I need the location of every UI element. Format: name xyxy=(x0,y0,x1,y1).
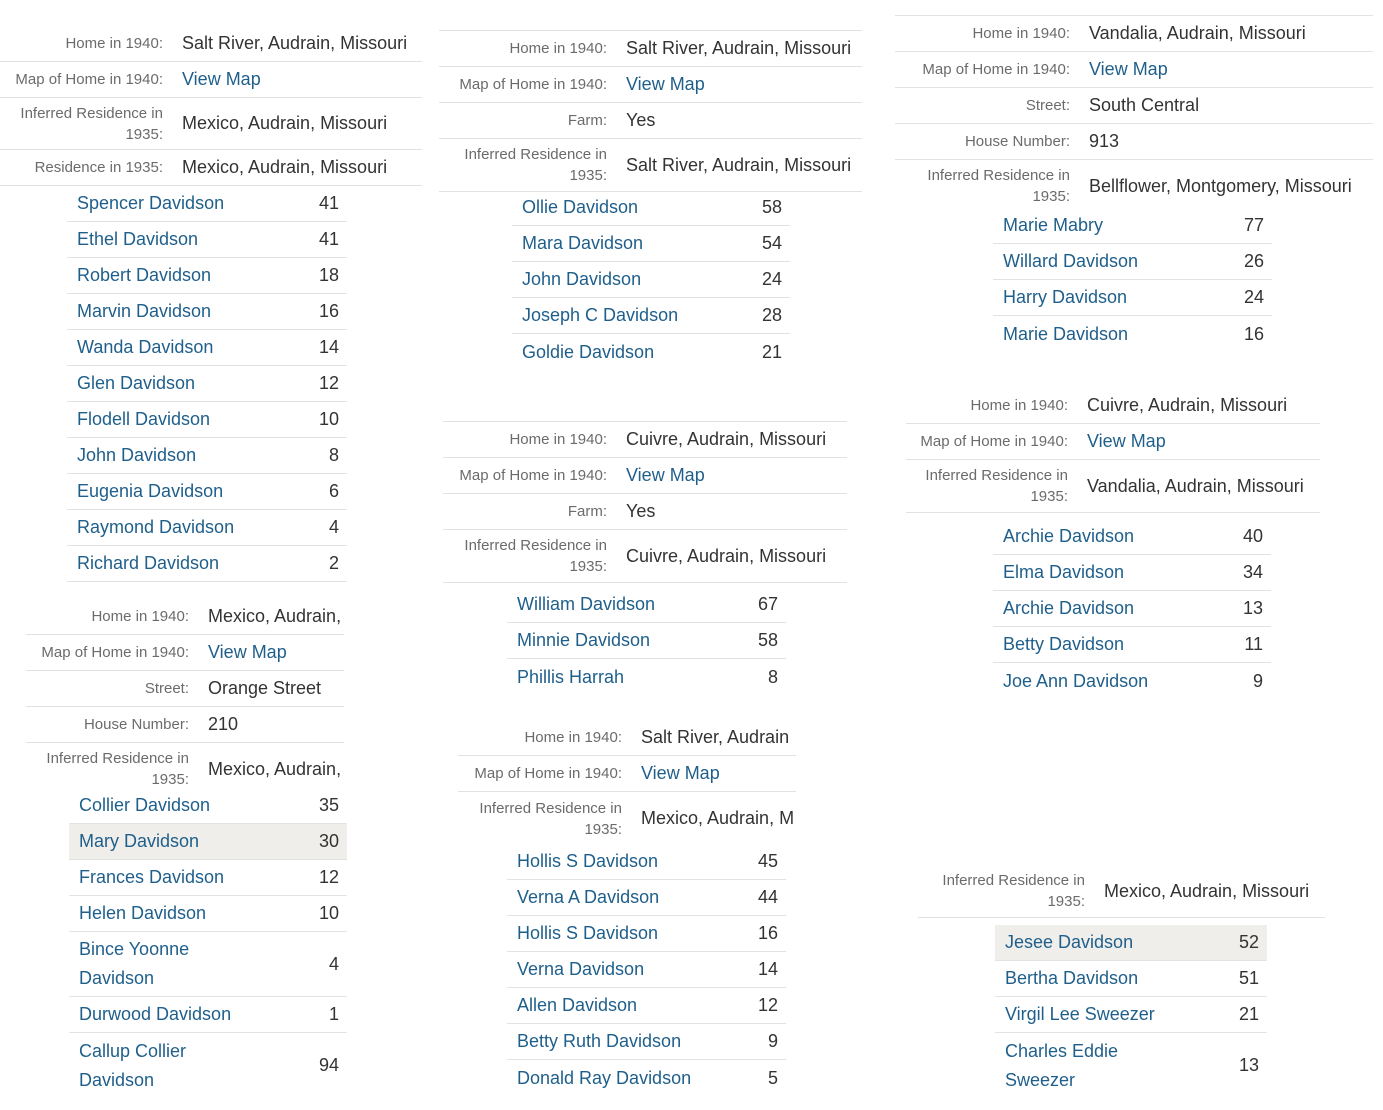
person-name-link[interactable]: John Davidson xyxy=(77,445,197,465)
person-age: 10 xyxy=(318,903,339,923)
person-name-link[interactable]: Callup Collier Davidson xyxy=(79,1040,187,1090)
person-row[interactable] xyxy=(993,663,1271,699)
field-label: Map of Home in 1940: xyxy=(920,433,1068,450)
field-label: Home in 1940: xyxy=(972,25,1070,42)
person-age: 51 xyxy=(1238,968,1259,988)
field-row xyxy=(439,139,862,192)
person-age: 4 xyxy=(328,953,339,974)
field-value: Salt River, Audrain xyxy=(641,727,790,747)
person-age: 12 xyxy=(318,867,339,887)
record-group xyxy=(906,388,1320,513)
household-members xyxy=(69,788,347,1098)
view-map-link[interactable]: View Map xyxy=(182,69,261,89)
person-name-link[interactable]: Virgil Lee Sweezer xyxy=(1005,1004,1155,1024)
field-label: Home in 1940: xyxy=(509,40,607,57)
person-row[interactable] xyxy=(507,587,786,623)
field-value: Orange Street xyxy=(208,678,322,698)
field-value: Yes xyxy=(626,501,656,521)
person-row[interactable] xyxy=(512,334,790,370)
person-name-link[interactable]: Bertha Davidson xyxy=(1005,968,1139,988)
field-label: Home in 1940: xyxy=(91,608,189,625)
field-row xyxy=(895,88,1373,124)
field-row xyxy=(26,707,344,743)
person-row[interactable] xyxy=(512,226,790,262)
field-row xyxy=(0,98,422,150)
person-age: 10 xyxy=(318,409,339,429)
person-name-link[interactable]: Betty Davidson xyxy=(1003,634,1125,654)
field-value: Vandalia, Audrain, Missouri xyxy=(1089,23,1306,43)
person-name-link[interactable]: Mara Davidson xyxy=(522,233,644,253)
field-row xyxy=(439,31,862,67)
person-age: 1 xyxy=(328,1004,339,1024)
person-name-link[interactable]: Robert Davidson xyxy=(77,265,212,285)
person-age: 52 xyxy=(1238,932,1259,952)
record-fields xyxy=(26,599,344,795)
field-value: Mexico, Audrain, xyxy=(208,606,342,626)
field-label: Inferred Residence in 1935: xyxy=(464,537,607,575)
person-name-link[interactable]: Bince Yoonne Davidson xyxy=(79,939,190,988)
field-value: Bellflower, Montgomery, Missouri xyxy=(1089,175,1352,196)
field-row xyxy=(439,67,862,103)
field-row xyxy=(443,530,847,583)
person-age: 11 xyxy=(1244,634,1263,654)
person-age: 41 xyxy=(318,229,339,249)
person-name-link[interactable]: Marie Mabry xyxy=(1003,215,1104,235)
field-value: Salt River, Audrain, Missouri xyxy=(626,154,852,175)
person-name-link[interactable]: Jesee Davidson xyxy=(1005,932,1134,952)
person-age: 54 xyxy=(761,233,782,253)
person-age: 9 xyxy=(1252,670,1263,691)
person-age: 13 xyxy=(1242,598,1263,618)
person-age: 58 xyxy=(761,197,782,217)
view-map-link[interactable]: View Map xyxy=(1087,431,1166,451)
field-value: Salt River, Audrain, Missouri xyxy=(182,33,408,53)
field-label: Map of Home in 1940: xyxy=(459,467,607,484)
person-row[interactable] xyxy=(69,997,347,1033)
person-row[interactable] xyxy=(507,916,786,952)
person-age: 30 xyxy=(318,831,339,851)
field-label: Inferred Residence in 1935: xyxy=(942,872,1085,910)
person-name-link[interactable]: Verna A Davidson xyxy=(517,887,660,907)
person-row[interactable] xyxy=(67,186,347,222)
person-age: 41 xyxy=(318,193,339,213)
record-fields xyxy=(439,31,862,192)
field-label: Home in 1940: xyxy=(970,397,1068,414)
field-row xyxy=(895,52,1373,88)
field-label: House Number: xyxy=(83,716,189,733)
record-group xyxy=(26,599,344,795)
person-row[interactable] xyxy=(512,262,790,298)
field-row xyxy=(895,16,1373,52)
person-row[interactable] xyxy=(993,316,1272,352)
person-row[interactable] xyxy=(993,627,1271,663)
person-age: 12 xyxy=(757,995,778,1015)
person-row[interactable] xyxy=(507,880,786,916)
person-age: 16 xyxy=(757,923,778,943)
person-name-link[interactable]: Willard Davidson xyxy=(1003,251,1139,271)
field-label: House Number: xyxy=(964,133,1070,150)
field-value: Mexico, Audrain, Missouri xyxy=(182,113,388,133)
person-name-link[interactable]: Glen Davidson xyxy=(77,373,196,393)
person-row[interactable] xyxy=(67,402,347,438)
field-row xyxy=(0,26,422,62)
view-map-link[interactable]: View Map xyxy=(626,465,705,485)
person-name-link[interactable]: Verna Davidson xyxy=(517,959,645,979)
person-name-link[interactable]: Marvin Davidson xyxy=(77,301,212,321)
person-name-link[interactable]: Helen Davidson xyxy=(79,903,207,923)
person-name-link[interactable]: Richard Davidson xyxy=(77,553,220,573)
person-age: 2 xyxy=(328,553,339,573)
field-row xyxy=(443,458,847,494)
person-age: 58 xyxy=(757,630,778,650)
person-name-link[interactable]: Eugenia Davidson xyxy=(77,481,224,501)
person-age: 77 xyxy=(1243,215,1264,235)
field-row xyxy=(906,388,1320,424)
person-row[interactable] xyxy=(507,659,786,695)
field-label: Inferred Residence in 1935: xyxy=(927,167,1070,205)
field-label: Street: xyxy=(1025,97,1070,114)
record-group xyxy=(458,720,796,845)
person-name-link[interactable]: Goldie Davidson xyxy=(522,341,655,362)
household-members xyxy=(67,186,347,582)
view-map-link[interactable]: View Map xyxy=(208,642,287,662)
person-row[interactable] xyxy=(507,952,786,988)
field-label: Map of Home in 1940: xyxy=(41,644,189,661)
person-age: 40 xyxy=(1242,526,1263,546)
person-age: 13 xyxy=(1238,1055,1259,1075)
person-name-link[interactable]: Donald Ray Davidson xyxy=(517,1067,692,1088)
record-fields xyxy=(0,26,422,186)
record-group xyxy=(443,421,847,583)
person-row[interactable] xyxy=(995,1033,1267,1098)
field-label: Residence in 1935: xyxy=(34,159,163,176)
person-name-link[interactable]: Frances Davidson xyxy=(79,867,225,887)
person-name-link[interactable]: Charles Eddie Sweezer xyxy=(1005,1040,1119,1090)
record-fields xyxy=(895,16,1373,212)
household-members xyxy=(507,587,786,695)
field-value: Cuivre, Audrain, Missouri xyxy=(626,429,827,449)
household-members xyxy=(995,925,1267,1098)
field-row xyxy=(26,635,344,671)
person-age: 8 xyxy=(767,666,778,687)
person-age: 6 xyxy=(328,481,339,501)
person-row-highlighted[interactable] xyxy=(995,925,1267,961)
record-fields xyxy=(906,388,1320,513)
person-row[interactable] xyxy=(69,932,347,997)
field-row xyxy=(918,865,1325,918)
person-name-link[interactable]: Hollis S Davidson xyxy=(517,923,659,943)
person-name-link[interactable]: Archie Davidson xyxy=(1003,526,1135,546)
person-age: 21 xyxy=(1238,1004,1259,1024)
person-row[interactable] xyxy=(67,330,347,366)
field-value: Mexico, Audrain, xyxy=(208,758,342,779)
person-name-link[interactable]: Allen Davidson xyxy=(517,995,638,1015)
person-age: 44 xyxy=(757,887,778,907)
person-name-link[interactable]: Wanda Davidson xyxy=(77,337,214,357)
person-age: 16 xyxy=(318,301,339,321)
field-label: Farm: xyxy=(567,503,607,520)
field-label: Street: xyxy=(144,680,189,697)
person-row-highlighted[interactable] xyxy=(69,824,347,860)
field-value: Yes xyxy=(626,110,656,130)
household-members xyxy=(512,190,790,370)
person-name-link[interactable]: Joe Ann Davidson xyxy=(1003,670,1149,691)
field-label: Inferred Residence in 1935: xyxy=(46,750,189,788)
person-name-link[interactable]: Ollie Davidson xyxy=(522,197,639,217)
field-row xyxy=(906,424,1320,460)
person-name-link[interactable]: Elma Davidson xyxy=(1003,562,1125,582)
field-label: Map of Home in 1940: xyxy=(474,765,622,782)
field-value: 210 xyxy=(208,714,239,734)
person-row[interactable] xyxy=(507,988,786,1024)
field-value: Vandalia, Audrain, Missouri xyxy=(1087,475,1304,496)
field-label: Home in 1940: xyxy=(509,431,607,448)
person-name-link[interactable]: Flodell Davidson xyxy=(77,409,211,429)
person-name-link[interactable]: Ethel Davidson xyxy=(77,229,199,249)
field-row xyxy=(443,494,847,530)
person-age: 94 xyxy=(318,1055,339,1075)
person-age: 21 xyxy=(761,341,782,362)
field-value: Mexico, Audrain, Missouri xyxy=(182,157,388,177)
record-fields xyxy=(458,720,796,845)
record-group xyxy=(918,865,1325,918)
field-label: Home in 1940: xyxy=(65,35,163,52)
field-row xyxy=(906,460,1320,513)
field-row xyxy=(439,103,862,139)
person-name-link[interactable]: Harry Davidson xyxy=(1003,287,1128,307)
person-row[interactable] xyxy=(993,591,1271,627)
field-label: Map of Home in 1940: xyxy=(459,76,607,93)
person-row[interactable] xyxy=(67,222,347,258)
person-age: 9 xyxy=(767,1031,778,1051)
person-name-link[interactable]: Minnie Davidson xyxy=(517,630,651,650)
record-group xyxy=(439,30,862,192)
field-row xyxy=(26,671,344,707)
person-age: 8 xyxy=(328,445,339,465)
field-row xyxy=(458,792,796,845)
view-map-link[interactable]: View Map xyxy=(641,763,720,783)
field-row xyxy=(443,422,847,458)
person-row[interactable] xyxy=(995,997,1267,1033)
person-row[interactable] xyxy=(67,510,347,546)
field-value: 913 xyxy=(1089,131,1120,151)
person-name-link[interactable]: Durwood Davidson xyxy=(79,1004,232,1024)
field-row xyxy=(0,150,422,186)
person-name-link[interactable]: Spencer Davidson xyxy=(77,193,225,213)
person-age: 16 xyxy=(1243,323,1264,344)
person-row[interactable] xyxy=(993,208,1272,244)
person-row[interactable] xyxy=(995,961,1267,997)
field-value: Cuivre, Audrain, Missouri xyxy=(1087,395,1288,415)
person-name-link[interactable]: Mary Davidson xyxy=(79,831,200,851)
field-label: Map of Home in 1940: xyxy=(15,71,163,88)
field-value: Mexico, Audrain, M xyxy=(641,808,795,828)
field-row xyxy=(0,62,422,98)
field-row xyxy=(895,124,1373,160)
person-row[interactable] xyxy=(67,438,347,474)
person-age: 24 xyxy=(761,269,782,289)
person-row[interactable] xyxy=(507,623,786,659)
person-name-link[interactable]: William Davidson xyxy=(517,594,656,614)
person-row[interactable] xyxy=(512,298,790,334)
person-name-link[interactable]: Hollis S Davidson xyxy=(517,851,659,871)
record-fields xyxy=(443,422,847,583)
person-age: 18 xyxy=(318,265,339,285)
person-row[interactable] xyxy=(69,788,347,824)
field-label: Inferred Residence in 1935: xyxy=(20,104,163,143)
field-label: Inferred Residence in 1935: xyxy=(464,146,607,184)
field-label: Home in 1940: xyxy=(524,729,622,746)
record-group xyxy=(895,15,1373,212)
person-name-link[interactable]: Phillis Harrah xyxy=(517,666,625,687)
person-row[interactable] xyxy=(512,190,790,226)
person-age: 45 xyxy=(757,851,778,871)
person-age: 28 xyxy=(761,305,782,325)
person-row[interactable] xyxy=(67,474,347,510)
view-map-link[interactable]: View Map xyxy=(626,74,705,94)
person-age: 14 xyxy=(757,959,778,979)
person-age: 4 xyxy=(328,517,339,537)
field-value: South Central xyxy=(1089,95,1200,115)
person-age: 5 xyxy=(767,1067,778,1088)
person-row[interactable] xyxy=(67,258,347,294)
person-age: 35 xyxy=(318,795,339,815)
field-row xyxy=(895,160,1373,212)
person-row[interactable] xyxy=(69,896,347,932)
field-label: Inferred Residence in 1935: xyxy=(479,799,622,838)
view-map-link[interactable]: View Map xyxy=(1089,59,1168,79)
person-age: 34 xyxy=(1242,562,1263,582)
record-fields xyxy=(918,865,1325,918)
field-label: Farm: xyxy=(567,112,607,129)
field-row xyxy=(26,599,344,635)
field-row xyxy=(458,720,796,756)
person-age: 26 xyxy=(1243,251,1264,271)
field-label: Map of Home in 1940: xyxy=(922,61,1070,78)
person-age: 24 xyxy=(1243,287,1264,307)
person-row[interactable] xyxy=(993,244,1272,280)
person-name-link[interactable]: Raymond Davidson xyxy=(77,517,235,537)
person-age: 12 xyxy=(318,373,339,393)
person-row[interactable] xyxy=(69,860,347,896)
person-name-link[interactable]: John Davidson xyxy=(522,269,642,289)
field-row xyxy=(458,756,796,792)
field-label: Inferred Residence in 1935: xyxy=(925,467,1068,505)
field-value: Mexico, Audrain, Missouri xyxy=(1104,880,1310,901)
person-row[interactable] xyxy=(507,844,786,880)
person-row[interactable] xyxy=(67,294,347,330)
household-members xyxy=(993,519,1271,699)
person-row[interactable] xyxy=(67,366,347,402)
field-value: Cuivre, Audrain, Missouri xyxy=(626,545,827,566)
person-row[interactable] xyxy=(993,555,1271,591)
person-row[interactable] xyxy=(993,280,1272,316)
person-row[interactable] xyxy=(69,1033,347,1098)
household-members xyxy=(507,844,786,1096)
person-age: 67 xyxy=(757,594,778,614)
person-age: 14 xyxy=(318,337,339,357)
person-row[interactable] xyxy=(67,546,347,582)
person-name-link[interactable]: Collier Davidson xyxy=(79,795,211,815)
person-name-link[interactable]: Archie Davidson xyxy=(1003,598,1135,618)
person-row[interactable] xyxy=(507,1024,786,1060)
household-members xyxy=(993,208,1272,352)
person-name-link[interactable]: Betty Ruth Davidson xyxy=(517,1031,682,1051)
person-row[interactable] xyxy=(507,1060,786,1096)
person-row[interactable] xyxy=(993,519,1271,555)
person-name-link[interactable]: Marie Davidson xyxy=(1003,323,1129,344)
record-group xyxy=(0,26,422,186)
field-value: Salt River, Audrain, Missouri xyxy=(626,38,852,58)
person-name-link[interactable]: Joseph C Davidson xyxy=(522,305,679,325)
